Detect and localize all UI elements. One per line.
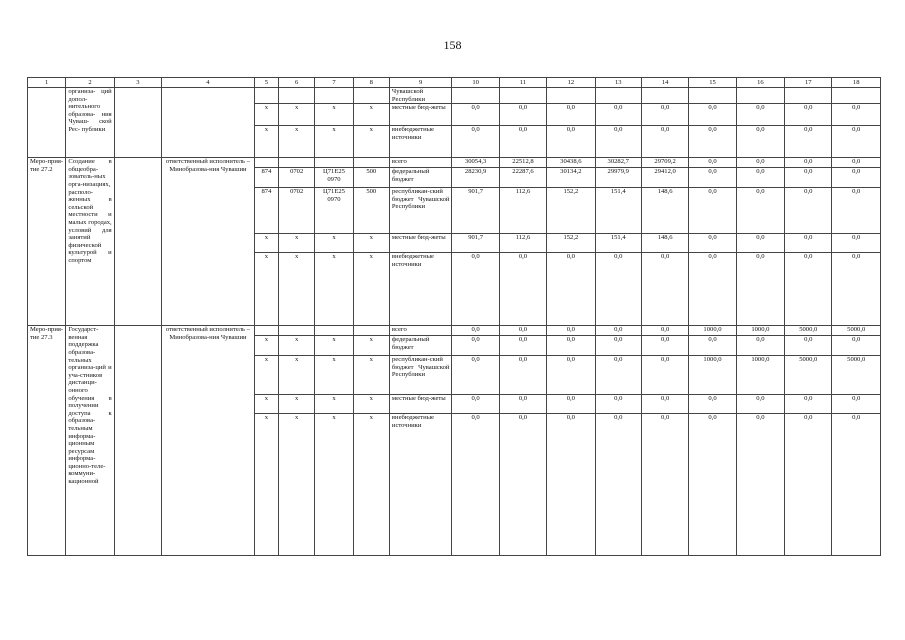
value-cell: 0,0 [832, 188, 881, 234]
value-cell: 0,0 [595, 336, 641, 356]
value-cell: 29412,0 [641, 168, 688, 188]
value-cell: 30134,2 [547, 168, 595, 188]
source-cell: местные бюд-жеты [389, 104, 452, 126]
value-cell: 0,0 [641, 414, 688, 556]
value-cell: 0,0 [499, 104, 546, 126]
value-cell: 0,0 [595, 356, 641, 395]
column-number-row [28, 78, 881, 88]
code-cell [254, 326, 278, 336]
code-cell: x [279, 253, 315, 326]
code-cell: x [254, 336, 278, 356]
code-cell: x [315, 104, 353, 126]
value-cell: 0,0 [641, 356, 688, 395]
value-cell: 0,0 [832, 234, 881, 253]
source-cell: республикан-ский бюджет Чувашской Республики [389, 356, 452, 395]
measure-id-cell: Меро-прия-тие 27.2 [28, 158, 66, 326]
value-cell: 0,0 [785, 126, 832, 158]
value-cell: 0,0 [785, 168, 832, 188]
value-cell: 0,0 [689, 253, 736, 326]
code-cell: x [254, 126, 278, 158]
code-cell: x [353, 126, 389, 158]
code-cell: x [353, 336, 389, 356]
source-cell: внебюджетные источники [389, 414, 452, 556]
code-cell [279, 158, 315, 168]
code-cell: x [353, 104, 389, 126]
code-cell: x [254, 414, 278, 556]
code-cell: x [353, 253, 389, 326]
value-cell: 0,0 [736, 234, 784, 253]
executor-cell: ответственный исполнитель – Минобразова-ния Чувашии [162, 158, 255, 326]
column-number: 1 [28, 78, 66, 88]
value-cell: 0,0 [785, 104, 832, 126]
value-cell: 0,0 [452, 395, 499, 414]
value-cell: 0,0 [641, 336, 688, 356]
code-cell: x [315, 234, 353, 253]
value-cell: 0,0 [736, 414, 784, 556]
source-cell: федеральный бюджет [389, 168, 452, 188]
code-cell: x [279, 414, 315, 556]
value-cell: 0,0 [452, 326, 499, 336]
empty-cell [114, 88, 161, 158]
value-cell: 0,0 [785, 234, 832, 253]
value-cell: 0,0 [641, 253, 688, 326]
code-cell [254, 158, 278, 168]
value-cell: 0,0 [689, 234, 736, 253]
executor-cell: ответственный исполнитель – Минобразова-ния Чувашии [162, 326, 255, 556]
value-cell: 0,0 [785, 253, 832, 326]
code-cell: 500 [353, 188, 389, 234]
code-cell: x [254, 234, 278, 253]
value-cell: 0,0 [452, 104, 499, 126]
column-number: 15 [689, 78, 736, 88]
source-cell: внебюджетные источники [389, 126, 452, 158]
value-cell: 0,0 [547, 253, 595, 326]
value-cell: 0,0 [689, 414, 736, 556]
value-cell: 0,0 [736, 253, 784, 326]
value-cell: 0,0 [595, 253, 641, 326]
code-cell: x [315, 126, 353, 158]
value-cell: 0,0 [641, 126, 688, 158]
code-cell: x [315, 356, 353, 395]
executor-cell [162, 88, 255, 158]
value-cell: 0,0 [499, 414, 546, 556]
value-cell [736, 88, 784, 104]
value-cell: 0,0 [547, 104, 595, 126]
value-cell: 30438,6 [547, 158, 595, 168]
code-cell: Ц71Е25 0970 [315, 168, 353, 188]
value-cell: 0,0 [785, 188, 832, 234]
value-cell: 152,2 [547, 234, 595, 253]
value-cell: 0,0 [736, 126, 784, 158]
value-cell: 148,6 [641, 188, 688, 234]
value-cell: 0,0 [736, 188, 784, 234]
code-cell: x [315, 253, 353, 326]
value-cell: 22512,8 [499, 158, 546, 168]
value-cell: 0,0 [595, 414, 641, 556]
code-cell: x [353, 234, 389, 253]
code-cell [315, 158, 353, 168]
value-cell: 1000,0 [689, 356, 736, 395]
column-number: 14 [641, 78, 688, 88]
value-cell: 30054,3 [452, 158, 499, 168]
code-cell [254, 88, 278, 104]
value-cell: 0,0 [641, 326, 688, 336]
code-cell: x [315, 336, 353, 356]
value-cell: 29709,2 [641, 158, 688, 168]
value-cell: 0,0 [547, 336, 595, 356]
value-cell: 5000,0 [785, 356, 832, 395]
value-cell: 0,0 [689, 126, 736, 158]
code-cell: x [254, 395, 278, 414]
table-row [28, 326, 881, 336]
column-number: 18 [832, 78, 881, 88]
value-cell: 0,0 [499, 336, 546, 356]
code-cell: x [353, 395, 389, 414]
value-cell: 0,0 [736, 168, 784, 188]
value-cell: 0,0 [452, 253, 499, 326]
table-row [28, 158, 881, 168]
value-cell: 0,0 [785, 336, 832, 356]
value-cell: 5000,0 [785, 326, 832, 336]
value-cell: 0,0 [547, 395, 595, 414]
value-cell: 0,0 [832, 104, 881, 126]
value-cell: 1000,0 [736, 356, 784, 395]
value-cell: 0,0 [499, 395, 546, 414]
value-cell: 0,0 [595, 104, 641, 126]
value-cell: 901,7 [452, 188, 499, 234]
source-cell: всего [389, 158, 452, 168]
value-cell: 0,0 [689, 104, 736, 126]
value-cell [452, 88, 499, 104]
code-cell: x [254, 104, 278, 126]
value-cell: 0,0 [736, 158, 784, 168]
empty-cell [114, 326, 161, 556]
measure-id-cell: Меро-прия-тие 27.3 [28, 326, 66, 556]
code-cell: x [353, 414, 389, 556]
code-cell: 500 [353, 168, 389, 188]
value-cell: 0,0 [832, 253, 881, 326]
value-cell: 0,0 [689, 168, 736, 188]
code-cell [315, 326, 353, 336]
value-cell: 0,0 [832, 395, 881, 414]
source-cell: местные бюд-жеты [389, 395, 452, 414]
column-number: 16 [736, 78, 784, 88]
value-cell: 151,4 [595, 188, 641, 234]
value-cell [785, 88, 832, 104]
page-number: 158 [443, 38, 462, 52]
value-cell: 0,0 [689, 188, 736, 234]
value-cell: 5000,0 [832, 356, 881, 395]
value-cell: 0,0 [736, 395, 784, 414]
column-number: 13 [595, 78, 641, 88]
value-cell: 1000,0 [736, 326, 784, 336]
value-cell: 0,0 [689, 158, 736, 168]
column-number: 3 [114, 78, 161, 88]
column-number: 5 [254, 78, 278, 88]
code-cell: x [279, 395, 315, 414]
value-cell: 0,0 [595, 395, 641, 414]
empty-cell [114, 158, 161, 326]
column-number: 8 [353, 78, 389, 88]
value-cell: 0,0 [499, 326, 546, 336]
value-cell [595, 88, 641, 104]
source-cell: федеральный бюджет [389, 336, 452, 356]
measure-name-cell: Создание в общеобра-зователь-ных орга-низациях, располо-женных в сельской местности и малых городах, условий для занятий физической культурой и спортом [66, 158, 114, 326]
code-cell: x [279, 126, 315, 158]
value-cell: 152,2 [547, 188, 595, 234]
code-cell: 874 [254, 188, 278, 234]
column-number: 10 [452, 78, 499, 88]
code-cell [353, 158, 389, 168]
value-cell: 0,0 [785, 414, 832, 556]
value-cell: 901,7 [452, 234, 499, 253]
table-row [28, 88, 881, 104]
value-cell: 0,0 [499, 356, 546, 395]
code-cell [315, 88, 353, 104]
value-cell: 0,0 [832, 414, 881, 556]
value-cell: 0,0 [785, 158, 832, 168]
code-cell [279, 326, 315, 336]
code-cell: 0702 [279, 168, 315, 188]
value-cell [641, 88, 688, 104]
source-cell: Чувашской Республики [389, 88, 452, 104]
value-cell: 151,4 [595, 234, 641, 253]
value-cell: 0,0 [832, 168, 881, 188]
value-cell: 0,0 [547, 126, 595, 158]
code-cell [353, 326, 389, 336]
value-cell: 0,0 [452, 414, 499, 556]
value-cell: 29979,9 [595, 168, 641, 188]
value-cell: 0,0 [641, 395, 688, 414]
value-cell: 0,0 [832, 126, 881, 158]
code-cell: x [279, 234, 315, 253]
code-cell: 874 [254, 168, 278, 188]
column-number: 9 [389, 78, 452, 88]
column-number: 6 [279, 78, 315, 88]
value-cell: 0,0 [736, 104, 784, 126]
code-cell [353, 88, 389, 104]
code-cell: x [279, 104, 315, 126]
code-cell [279, 88, 315, 104]
measure-name-cell: организа- ций допол- нительного образова- ния Чуваш- ской Рес- публики [66, 88, 114, 158]
column-number: 11 [499, 78, 546, 88]
code-cell: x [279, 336, 315, 356]
column-number: 12 [547, 78, 595, 88]
value-cell [832, 88, 881, 104]
value-cell: 0,0 [595, 126, 641, 158]
value-cell: 112,6 [499, 188, 546, 234]
value-cell: 0,0 [785, 395, 832, 414]
code-cell: Ц71Е25 0970 [315, 188, 353, 234]
column-number: 4 [162, 78, 255, 88]
column-number: 2 [66, 78, 114, 88]
code-cell: x [353, 356, 389, 395]
code-cell: x [254, 253, 278, 326]
source-cell: внебюджетные источники [389, 253, 452, 326]
code-cell: x [279, 356, 315, 395]
column-number: 17 [785, 78, 832, 88]
column-number: 7 [315, 78, 353, 88]
value-cell: 148,6 [641, 234, 688, 253]
value-cell: 0,0 [547, 414, 595, 556]
value-cell: 0,0 [547, 356, 595, 395]
value-cell: 0,0 [452, 126, 499, 158]
value-cell: 0,0 [689, 336, 736, 356]
value-cell [689, 88, 736, 104]
value-cell [547, 88, 595, 104]
code-cell: x [254, 356, 278, 395]
value-cell: 112,6 [499, 234, 546, 253]
value-cell: 0,0 [452, 356, 499, 395]
value-cell: 0,0 [689, 395, 736, 414]
value-cell: 0,0 [736, 336, 784, 356]
value-cell: 30282,7 [595, 158, 641, 168]
source-cell: всего [389, 326, 452, 336]
value-cell: 0,0 [452, 336, 499, 356]
budget-table [27, 77, 881, 556]
code-cell: 0702 [279, 188, 315, 234]
value-cell: 0,0 [499, 253, 546, 326]
value-cell [499, 88, 546, 104]
source-cell: республикан-ский бюджет Чувашской Республики [389, 188, 452, 234]
value-cell: 28230,9 [452, 168, 499, 188]
measure-name-cell: Государст-венная поддержка образова-тельных организа-ций и уча-стников дистанци-онного обучения в получении доступа к образова-тельным информа-ционным ресурсам информа-ционно-теле-коммуни-кационной [66, 326, 114, 556]
value-cell: 0,0 [547, 326, 595, 336]
value-cell: 0,0 [832, 158, 881, 168]
value-cell: 0,0 [499, 126, 546, 158]
value-cell: 0,0 [641, 104, 688, 126]
code-cell: x [315, 395, 353, 414]
value-cell: 1000,0 [689, 326, 736, 336]
value-cell: 0,0 [832, 336, 881, 356]
measure-id-cell [28, 88, 66, 158]
code-cell: x [315, 414, 353, 556]
value-cell: 0,0 [595, 326, 641, 336]
value-cell: 5000,0 [832, 326, 881, 336]
value-cell: 22287,6 [499, 168, 546, 188]
source-cell: местные бюд-жеты [389, 234, 452, 253]
